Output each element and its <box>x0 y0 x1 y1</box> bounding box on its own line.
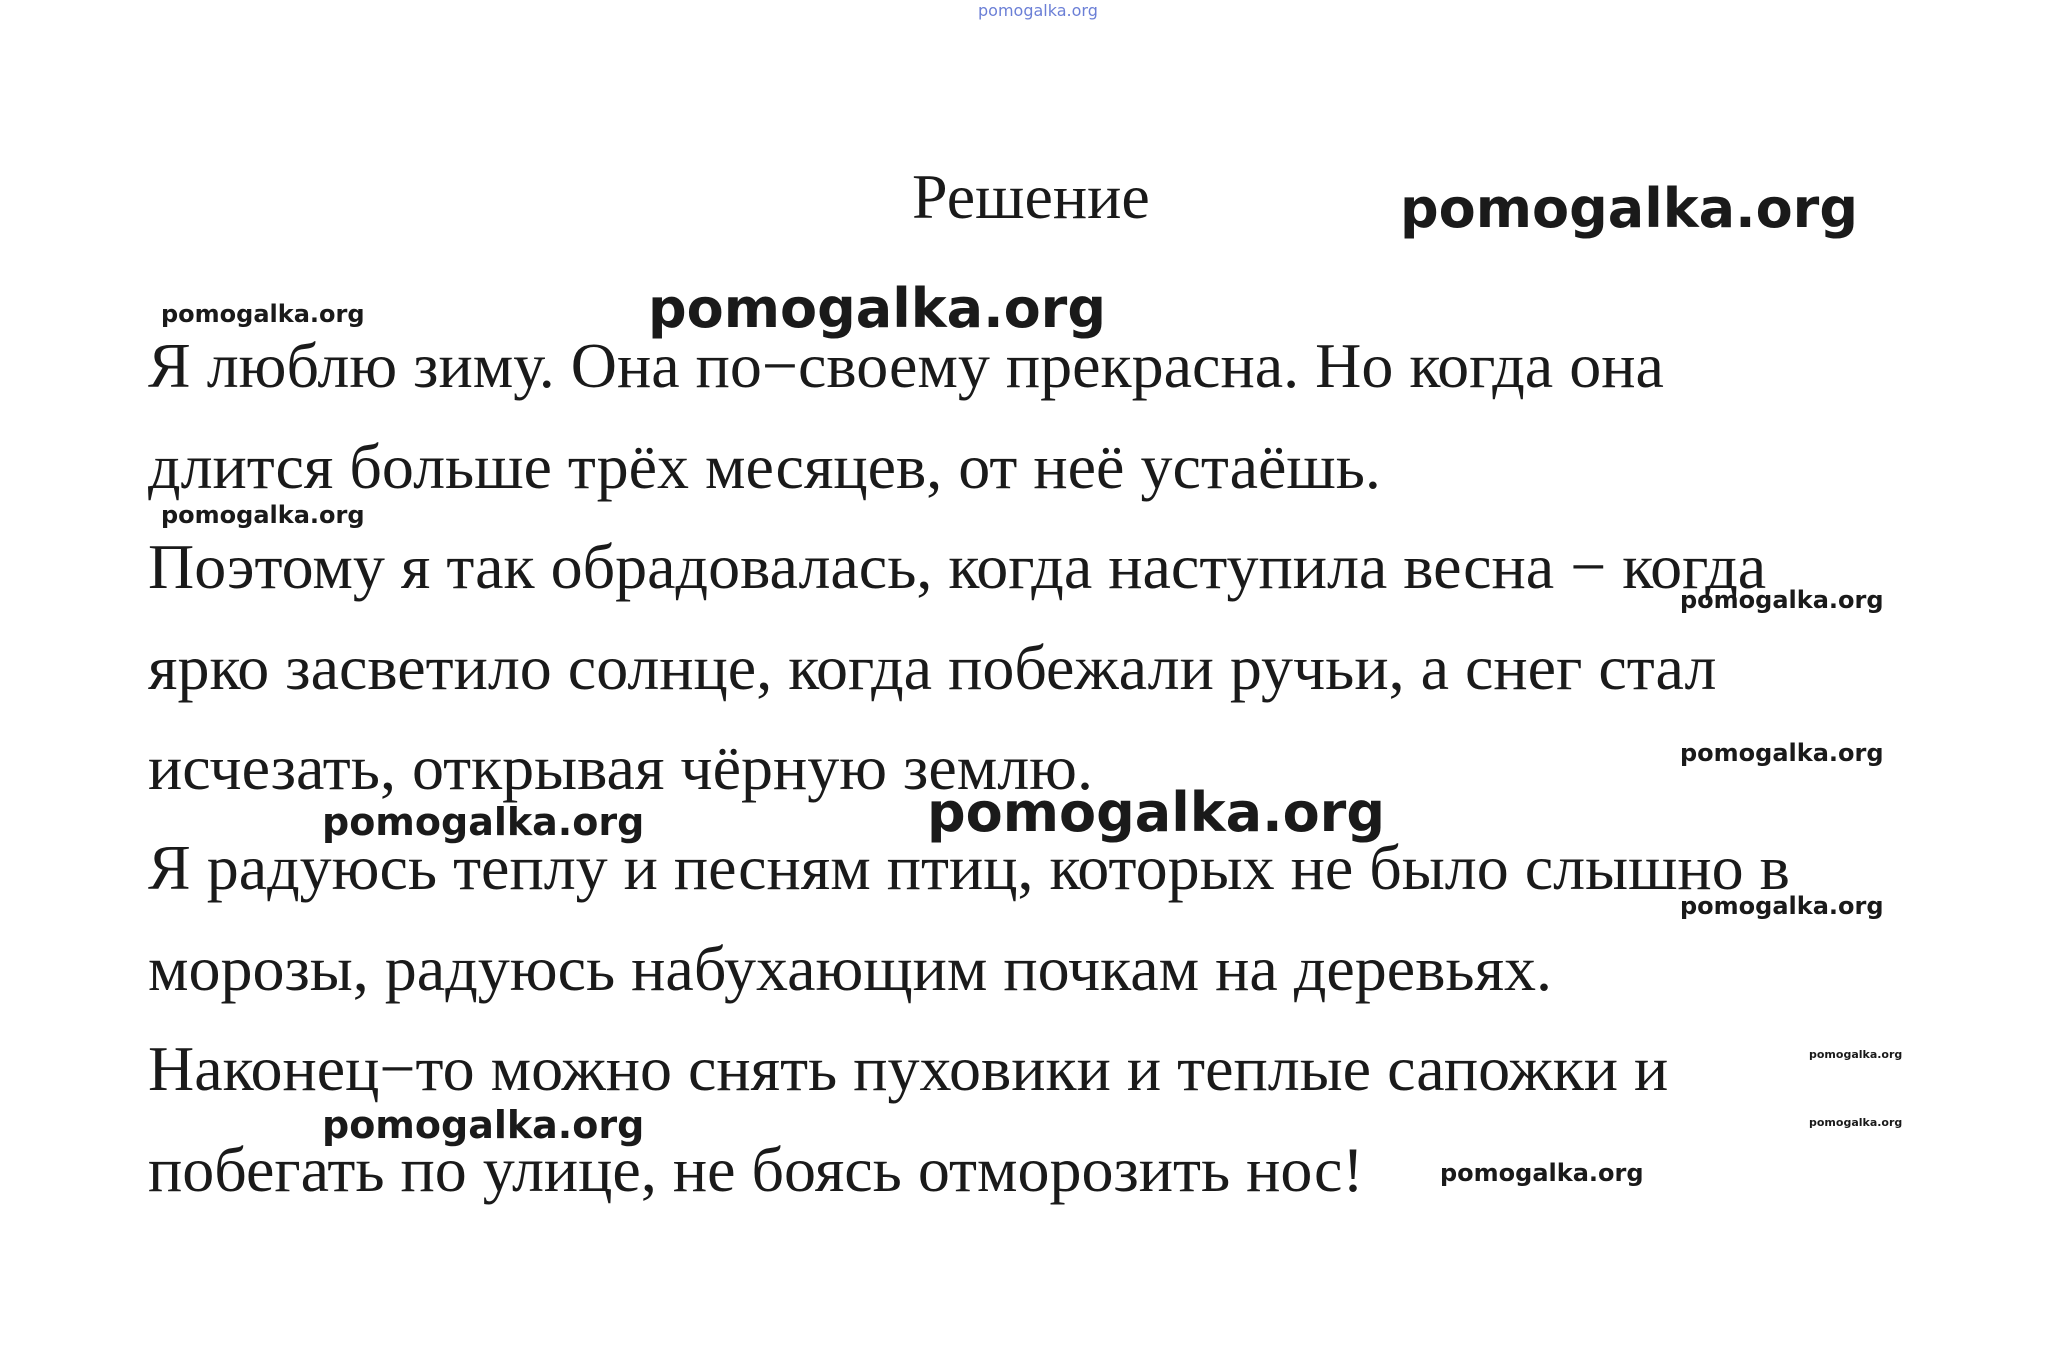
watermark: pomogalka.org <box>1680 892 1884 920</box>
watermark: pomogalka.org <box>322 1103 645 1147</box>
text-line-1: Я люблю зиму. Она по−своему прекрасна. Но когда она <box>148 330 1664 401</box>
watermark: pomogalka.org <box>1680 586 1884 614</box>
text-line-9: побегать по улице, не боясь отморозить нос! <box>148 1134 1364 1205</box>
watermark: pomogalka.org <box>1440 1159 1644 1187</box>
watermark: pomogalka.org <box>1680 739 1884 767</box>
page-title: Решение <box>912 161 1150 232</box>
text-line-4: ярко засветило солнце, когда побежали ручьи, а снег стал <box>148 632 1717 703</box>
text-line-2: длится больше трёх месяцев, от неё устаёшь. <box>148 431 1381 502</box>
header-watermark: pomogalka.org <box>978 1 1098 20</box>
text-line-3: Поэтому я так обрадовалась, когда наступила весна − когда <box>148 531 1767 602</box>
watermark: pomogalka.org <box>1809 1116 1903 1129</box>
watermark: pomogalka.org <box>648 277 1106 340</box>
watermark: pomogalka.org <box>927 781 1385 844</box>
watermark: pomogalka.org <box>161 300 365 328</box>
text-line-8: Наконец−то можно снять пуховики и теплые сапожки и <box>148 1033 1669 1104</box>
text-line-5: исчезать, открывая чёрную землю. <box>148 732 1093 803</box>
watermark: pomogalka.org <box>322 800 645 844</box>
text-line-7: морозы, радуюсь набухающим почкам на деревьях. <box>148 933 1553 1004</box>
text-line-6: Я радуюсь теплу и песням птиц, которых не было слышно в <box>148 832 1790 903</box>
watermark: pomogalka.org <box>161 501 365 529</box>
watermark: pomogalka.org <box>1400 177 1858 240</box>
watermark: pomogalka.org <box>1809 1048 1903 1061</box>
